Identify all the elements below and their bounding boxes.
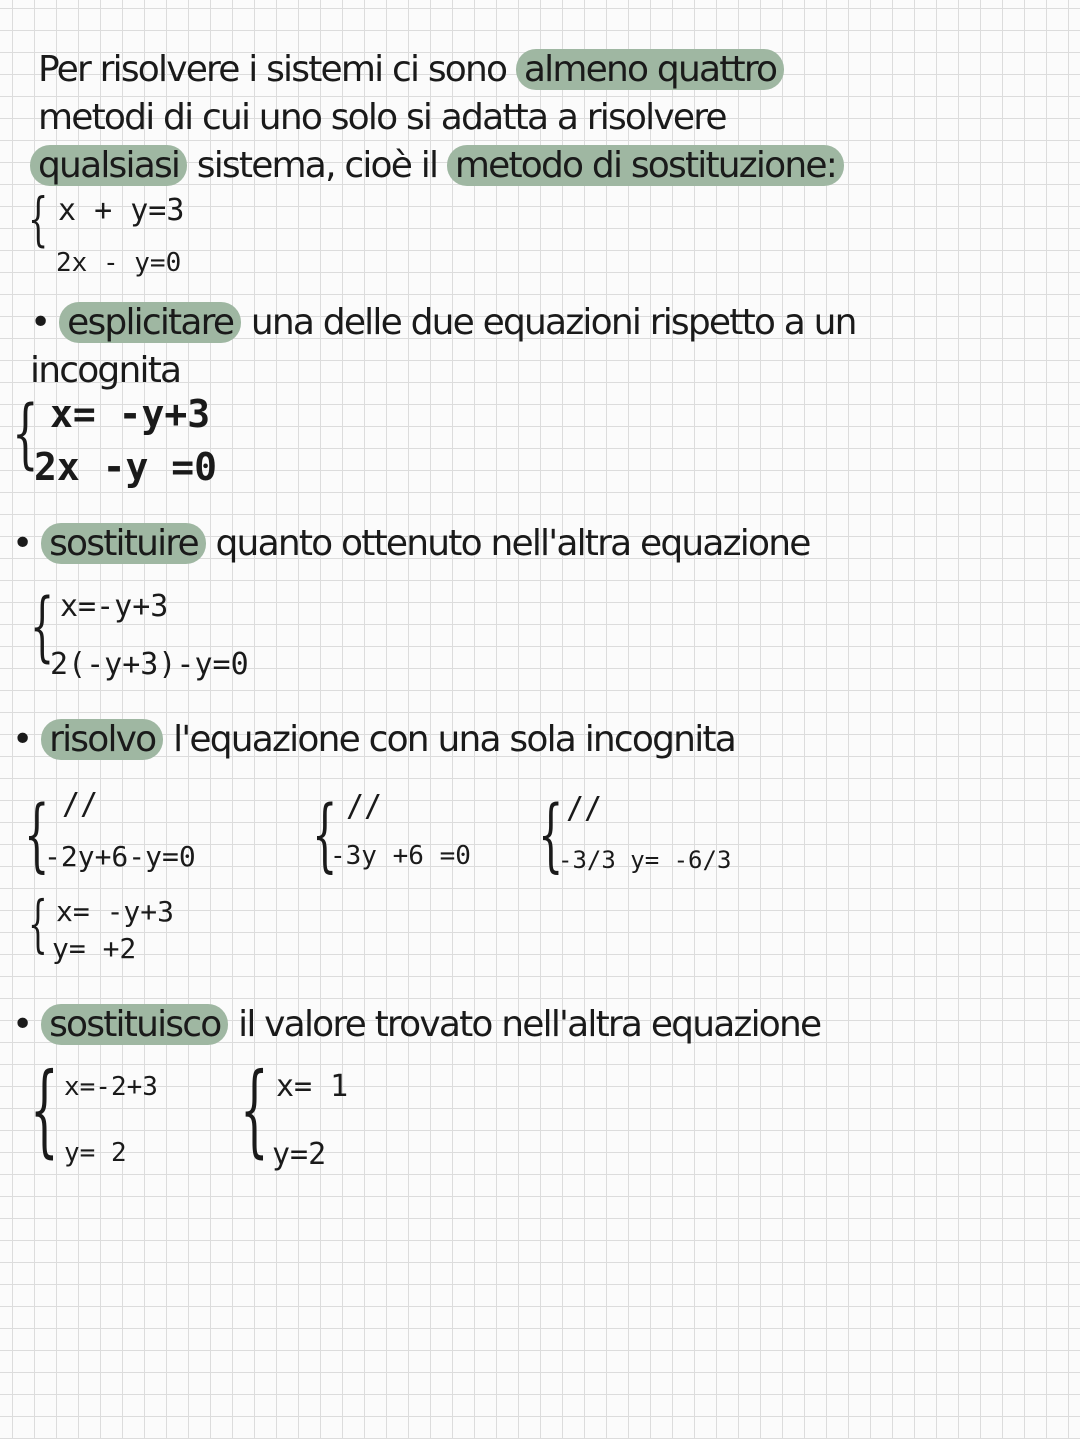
intro-line-3	[30, 145, 844, 186]
system-brace: {	[240, 1051, 269, 1168]
step-text: quanto ottenuto nell'altra equazione	[215, 523, 810, 564]
equation: y=2	[272, 1137, 327, 1172]
equation: y= 2	[64, 1138, 127, 1168]
step-text: incognita	[30, 350, 181, 391]
equation: //	[346, 789, 383, 824]
intro-text: metodi di cui uno solo si adatta a risolvere	[38, 97, 726, 138]
intro-text: Per risolvere i sistemi ci sono	[38, 49, 507, 90]
equation: 2x - y=0	[56, 248, 182, 278]
equation: //	[62, 787, 99, 822]
highlight-esplicitare: esplicitare	[59, 302, 241, 343]
equation: 2(-y+3)-y=0	[50, 647, 249, 682]
highlight-qualsiasi: qualsiasi	[30, 145, 187, 186]
system-brace: {	[28, 887, 48, 960]
intro-line-2	[38, 97, 726, 138]
highlight-sostituisco: sostituisco	[41, 1004, 228, 1045]
system-brace: {	[538, 788, 564, 881]
step-text: l'equazione con una sola incognita	[173, 719, 735, 760]
equation: 2x -y =0	[34, 445, 218, 489]
equation: -3/3 y= -6/3	[558, 846, 732, 874]
equation: x + y=3	[58, 193, 185, 228]
bullet: •	[30, 302, 50, 343]
highlight-almeno-quattro: almeno quattro	[516, 49, 784, 90]
system-brace: {	[30, 1051, 59, 1168]
equation: //	[566, 791, 603, 826]
system-brace: {	[30, 581, 55, 670]
equation: x= -y+3	[50, 392, 211, 436]
system-brace: {	[28, 185, 49, 253]
bullet: •	[12, 523, 32, 564]
step-esplicitare	[30, 302, 856, 343]
equation: y= +2	[52, 932, 137, 965]
system-brace: {	[312, 788, 338, 881]
equation: x= 1	[276, 1069, 349, 1104]
step-sostituisco	[12, 1004, 821, 1045]
step-sostituire	[12, 523, 810, 564]
system-brace: {	[12, 388, 39, 477]
equation: x= -y+3	[56, 895, 175, 928]
equation: -3y +6 =0	[330, 841, 471, 871]
intro-line-1	[38, 49, 784, 90]
equation: x=-y+3	[60, 589, 169, 624]
step-text: una delle due equazioni rispetto a un	[250, 302, 856, 343]
equation: x=-2+3	[64, 1072, 158, 1102]
step-esplicitare-cont	[30, 350, 181, 391]
bullet: •	[12, 719, 32, 760]
highlight-sostituire: sostituire	[41, 523, 206, 564]
highlight-metodo-di-sostituzione: metodo di sostituzione:	[447, 145, 844, 186]
highlight-risolvo: risolvo	[41, 719, 163, 760]
step-text: il valore trovato nell'altra equazione	[238, 1004, 821, 1045]
equation: -2y+6-y=0	[44, 840, 196, 873]
system-brace: {	[24, 788, 50, 881]
step-risolvo	[12, 719, 735, 760]
intro-text: sistema, cioè il	[196, 145, 438, 186]
bullet: •	[12, 1004, 32, 1045]
